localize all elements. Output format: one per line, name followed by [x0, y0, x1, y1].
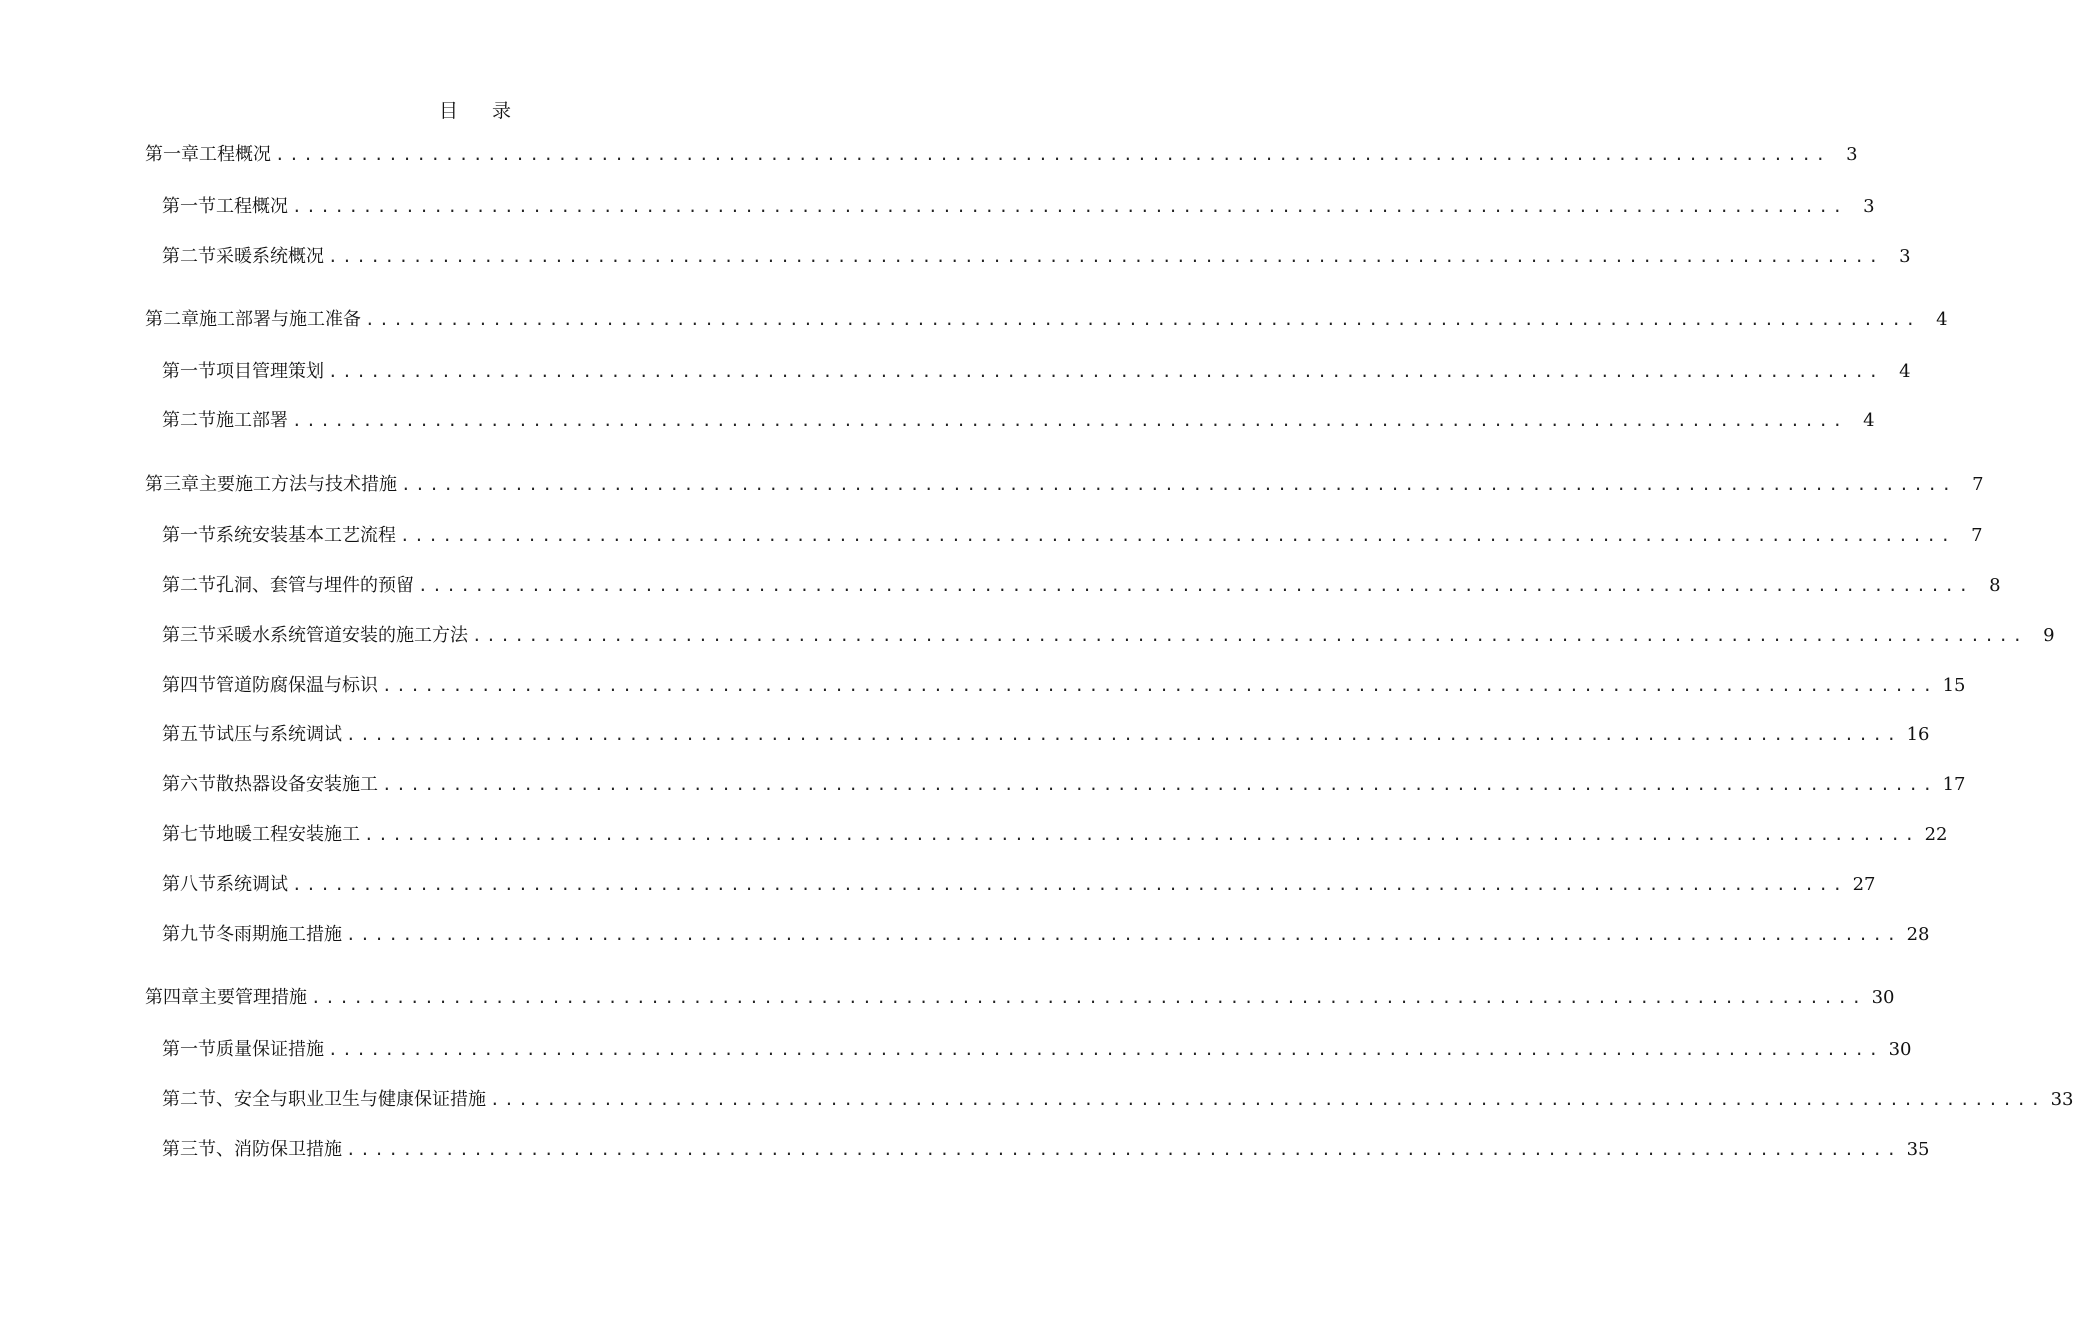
section-title: 散热器设备安装施工 — [216, 774, 378, 795]
page-number: 28 — [1906, 924, 1930, 945]
toc-entry-chapter-3[interactable] — [145, 472, 1984, 498]
entry-separator: 、 — [216, 1139, 234, 1160]
dot-leader: .............................................................................................................. — [365, 310, 1920, 329]
section-title: 质量保证措施 — [216, 1039, 324, 1060]
section-title: 系统调试 — [216, 874, 288, 895]
dot-leader: .............................................................................................................. — [328, 362, 1883, 381]
toc-entry-section[interactable] — [162, 523, 1983, 549]
dot-leader: .............................................................................................................. — [292, 197, 1847, 216]
page-number: 35 — [1906, 1139, 1930, 1160]
section-title: 采暖系统概况 — [216, 246, 324, 267]
section-title: 冬雨期施工措施 — [216, 924, 342, 945]
section-number: 第一节 — [162, 361, 216, 382]
page-number: 30 — [1888, 1039, 1912, 1060]
page-number: 3 — [1899, 246, 1911, 267]
toc-entry-section[interactable] — [162, 194, 1875, 220]
toc-entry-chapter-2[interactable] — [145, 307, 1948, 333]
section-title: 管道防腐保温与标识 — [216, 675, 378, 696]
section-number: 第一节 — [162, 196, 216, 217]
toc-entry-section[interactable] — [162, 408, 1875, 434]
page-number: 7 — [1971, 525, 1983, 546]
toc-entry-section[interactable] — [162, 244, 1911, 270]
dot-leader: .............................................................................................................. — [292, 875, 1847, 894]
page-number: 4 — [1936, 309, 1948, 330]
page-number: 9 — [2043, 625, 2055, 646]
section-number: 第二节 — [162, 410, 216, 431]
dot-leader: .............................................................................................................. — [292, 411, 1847, 430]
section-number: 第九节 — [162, 924, 216, 945]
section-title: 消防保卫措施 — [234, 1139, 342, 1160]
dot-leader: .............................................................................................................. — [490, 1090, 2045, 1109]
section-number: 第一节 — [162, 1039, 216, 1060]
chapter-number: 第二章 — [145, 309, 199, 330]
dot-leader: .............................................................................................................. — [472, 626, 2027, 645]
dot-leader: .............................................................................................................. — [401, 475, 1956, 494]
toc-title: 目 录 — [438, 100, 526, 122]
chapter-title: 主要施工方法与技术措施 — [199, 474, 397, 495]
dot-leader: .............................................................................................................. — [311, 988, 1866, 1007]
dot-leader: .............................................................................................................. — [346, 1140, 1901, 1159]
section-number: 第八节 — [162, 874, 216, 895]
toc-entry-section[interactable] — [162, 1037, 1912, 1063]
section-number: 第二节 — [162, 246, 216, 267]
dot-leader: .............................................................................................................. — [346, 925, 1901, 944]
section-title: 地暖工程安装施工 — [216, 824, 360, 845]
chapter-number: 第四章 — [145, 987, 199, 1008]
section-number: 第二节 — [162, 1089, 216, 1110]
toc-entry-section[interactable] — [162, 673, 1966, 699]
toc-entry-section[interactable] — [162, 1087, 2074, 1113]
page-number: 4 — [1899, 361, 1911, 382]
toc-entry-section[interactable] — [162, 573, 2001, 599]
dot-leader: .............................................................................................................. — [328, 1040, 1883, 1059]
chapter-number: 第一章 — [145, 144, 199, 165]
chapter-title: 主要管理措施 — [199, 987, 307, 1008]
section-title: 施工部署 — [216, 410, 288, 431]
page-number: 15 — [1942, 675, 1966, 696]
chapter-title: 工程概况 — [199, 144, 271, 165]
section-title: 采暖水系统管道安装的施工方法 — [216, 625, 468, 646]
section-number: 第二节 — [162, 575, 216, 596]
dot-leader: .............................................................................................................. — [400, 526, 1955, 545]
section-number: 第五节 — [162, 724, 216, 745]
dot-leader: .............................................................................................................. — [328, 247, 1883, 266]
section-title: 项目管理策划 — [216, 361, 324, 382]
toc-entry-section[interactable] — [162, 872, 1876, 898]
section-number: 第一节 — [162, 525, 216, 546]
page-number: 3 — [1863, 196, 1875, 217]
dot-leader: .............................................................................................................. — [382, 676, 1937, 695]
page-number: 17 — [1942, 774, 1966, 795]
toc-entry-section[interactable] — [162, 623, 2055, 649]
page-number: 3 — [1846, 144, 1858, 165]
dot-leader: .............................................................................................................. — [418, 576, 1973, 595]
page-number: 16 — [1906, 724, 1930, 745]
section-title: 试压与系统调试 — [216, 724, 342, 745]
toc-entry-chapter-4[interactable] — [145, 985, 1895, 1011]
chapter-title: 施工部署与施工准备 — [199, 309, 361, 330]
page-number: 7 — [1972, 474, 1984, 495]
section-number: 第三节 — [162, 625, 216, 646]
page-number: 22 — [1924, 824, 1948, 845]
section-number: 第七节 — [162, 824, 216, 845]
page-number: 30 — [1871, 987, 1895, 1008]
toc-entry-section[interactable] — [162, 922, 1930, 948]
page-number: 33 — [2050, 1089, 2074, 1110]
dot-leader: .............................................................................................................. — [275, 145, 1830, 164]
section-title: 工程概况 — [216, 196, 288, 217]
section-title: 系统安装基本工艺流程 — [216, 525, 396, 546]
page-number: 8 — [1989, 575, 2001, 596]
section-number: 第六节 — [162, 774, 216, 795]
page-number: 4 — [1863, 410, 1875, 431]
toc-entry-section[interactable] — [162, 822, 1948, 848]
section-number: 第四节 — [162, 675, 216, 696]
dot-leader: .............................................................................................................. — [382, 775, 1937, 794]
entry-separator: 、 — [216, 1089, 234, 1110]
chapter-number: 第三章 — [145, 474, 199, 495]
toc-entry-section[interactable] — [162, 359, 1911, 385]
toc-entry-section[interactable] — [162, 1137, 1930, 1163]
page-number: 27 — [1852, 874, 1876, 895]
toc-entry-chapter-1[interactable] — [145, 142, 1858, 168]
dot-leader: .............................................................................................................. — [364, 825, 1919, 844]
section-number: 第三节 — [162, 1139, 216, 1160]
dot-leader: .............................................................................................................. — [346, 725, 1901, 744]
section-title: 孔洞、套管与埋件的预留 — [216, 575, 414, 596]
toc-entry-section[interactable] — [162, 722, 1930, 748]
section-title: 安全与职业卫生与健康保证措施 — [234, 1089, 486, 1110]
toc-entry-section[interactable] — [162, 772, 1966, 798]
